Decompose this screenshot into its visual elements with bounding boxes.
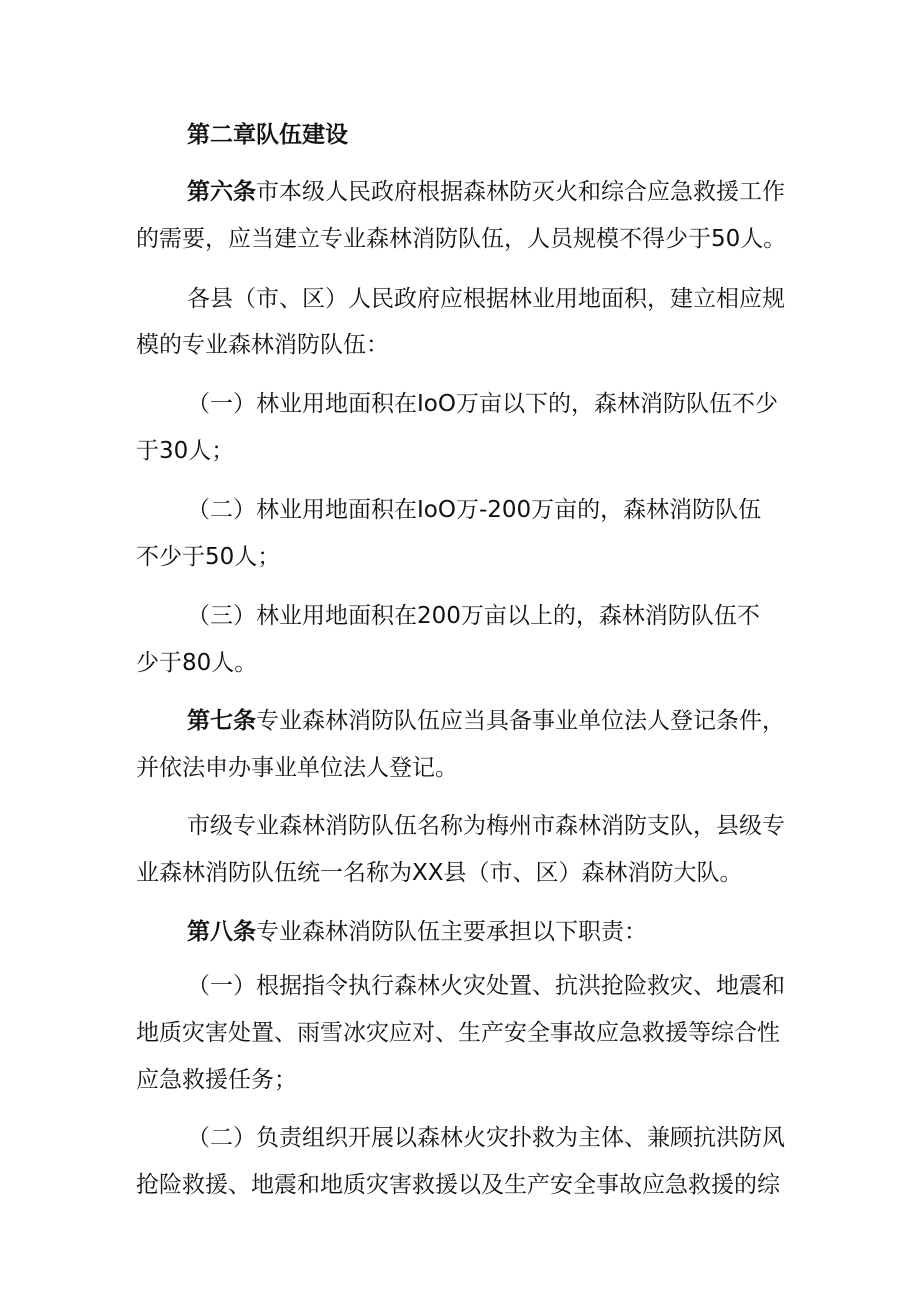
duty-1-line-3: 应急救援任务； bbox=[136, 1067, 297, 1093]
item-1-line-2: 于30人； bbox=[136, 438, 235, 464]
article-6-text-1: 市本级人民政府根据森林防灭火和综合应急救援工作 bbox=[256, 179, 785, 205]
duty-1-line-1: （一）根据指令执行森林火灾处置、抗洪抢险救灾、地震和 bbox=[187, 973, 785, 999]
article-7-line-1 bbox=[187, 701, 785, 741]
item-1-line-1: （一）林业用地面积在IoO万亩以下的，森林消防队伍不少 bbox=[187, 391, 778, 417]
article-7-line-2: 并依法申办事业单位法人登记。 bbox=[136, 755, 458, 781]
article-8-text-1: 专业森林消防队伍主要承担以下职责： bbox=[256, 919, 647, 945]
article-8-line-1 bbox=[187, 912, 647, 952]
chapter-title: 第二章队伍建设 bbox=[187, 122, 348, 148]
item-2-line-2: 不少于50人； bbox=[136, 544, 281, 570]
para-counties-line-2: 模的专业森林消防队伍： bbox=[136, 332, 389, 358]
article-6-line-1 bbox=[187, 172, 785, 212]
duty-2-line-2: 抢险救援、地震和地质灾害救援以及生产安全事故应急救援的综 bbox=[136, 1172, 780, 1198]
article-6-line-2: 的需要，应当建立专业森林消防队伍，人员规模不得少于50人。 bbox=[136, 226, 787, 252]
article-8-label: 第八条 bbox=[187, 919, 256, 945]
para-names-line-2: 业森林消防队伍统一名称为XX县（市、区）森林消防大队。 bbox=[136, 860, 743, 886]
duty-1-line-2: 地质灾害处置、雨雪冰灾应对、生产安全事故应急救援等综合性 bbox=[136, 1020, 780, 1046]
para-counties-line-1: 各县（市、区）人民政府应根据林业用地面积，建立相应规 bbox=[187, 286, 785, 312]
duty-2-line-1: （二）负责组织开展以森林火灾扑救为主体、兼顾抗洪防风 bbox=[187, 1125, 785, 1151]
article-6-label: 第六条 bbox=[187, 179, 256, 205]
article-7-text-1: 专业森林消防队伍应当具备事业单位法人登记条件， bbox=[256, 708, 785, 734]
item-3-line-1: （三）林业用地面积在200万亩以上的，森林消防队伍不 bbox=[187, 603, 760, 629]
para-names-line-1: 市级专业森林消防队伍名称为梅州市森林消防支队，县级专 bbox=[187, 813, 785, 839]
item-3-line-2: 少于80人。 bbox=[136, 650, 258, 676]
item-2-line-1: （二）林业用地面积在IoO万-200万亩的，森林消防队伍 bbox=[187, 497, 762, 523]
article-7-label: 第七条 bbox=[187, 708, 256, 734]
